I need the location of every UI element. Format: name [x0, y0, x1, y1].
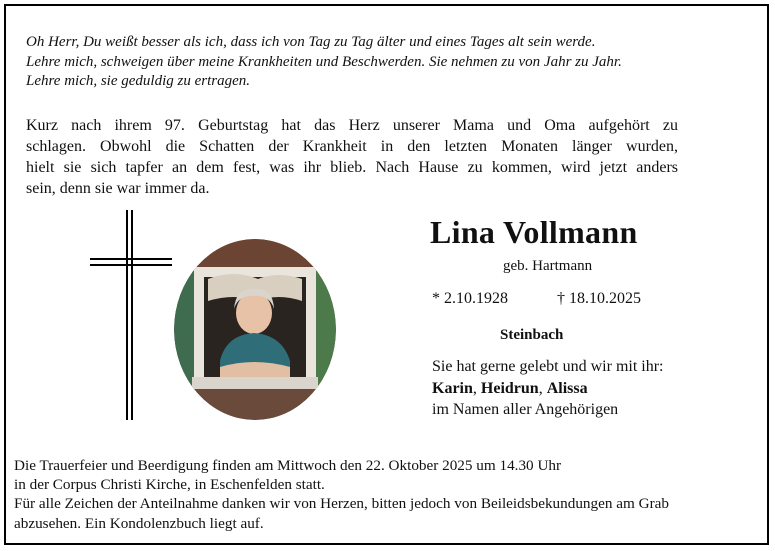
- quote-line: Oh Herr, Du weißt besser als ich, dass ich von Tag zu Tag älter und eines Tages alt sein werde.: [26, 34, 596, 50]
- family-closing: im Namen aller Angehörigen: [432, 401, 619, 418]
- name-separator: ,: [472, 379, 481, 397]
- cross-icon: [90, 210, 174, 420]
- intro-line: hielt sie sich tapfer an dem fest, was ihr blieb. Nach Hause zu kommen, wird jetzt anders: [26, 159, 678, 176]
- quote-line: Lehre mich, schweigen über meine Krankheiten und Beschwerden. Sie nehmen zu von Jahr zu Jahr.: [26, 53, 622, 70]
- family-names: [432, 378, 664, 400]
- footer-line: in der Corpus Christi Kirche, in Eschenfelden statt.: [14, 476, 325, 494]
- family-signature: [432, 356, 664, 421]
- birth-date: * 2.10.1928: [432, 290, 508, 307]
- family-member: Heidrun: [480, 379, 539, 397]
- portrait-photo: [174, 239, 336, 420]
- family-member: Alissa: [546, 379, 588, 397]
- intro-line: Kurz nach ihrem 97. Geburtstag hat das Herz unserer Mama und Oma aufgehört zu: [26, 117, 678, 134]
- intro-text: [26, 115, 678, 199]
- death-date: † 18.10.2025: [557, 290, 641, 307]
- place-name: Steinbach: [500, 327, 564, 343]
- intro-line: sein, denn sie war immer da.: [26, 180, 210, 197]
- footer-line: abzusehen. Ein Kondolenzbuch liegt auf.: [14, 514, 264, 532]
- quote-line: Lehre mich, sie geduldig zu ertragen.: [26, 73, 250, 89]
- deceased-name: Lina Vollmann: [430, 214, 638, 250]
- intro-line: schlagen. Obwohl die Schatten der Krankheit in den letzten Monaten länger wurden,: [26, 138, 678, 155]
- footer-line: Die Trauerfeier und Beerdigung finden am Mittwoch den 22. Oktober 2025 um 14.30 Uhr: [14, 457, 562, 474]
- life-dates: [432, 290, 641, 308]
- maiden-name: geb. Hartmann: [503, 258, 593, 274]
- family-intro: Sie hat gerne gelebt und wir mit ihr:: [432, 358, 664, 375]
- prayer-quote: [26, 33, 726, 92]
- footer-line: Für alle Zeichen der Anteilnahme danken wir von Herzen, bitten jedoch von Beileidsbekundungen am Grab: [14, 495, 669, 513]
- name-separator: ,: [538, 379, 547, 397]
- family-member: Karin: [432, 379, 473, 397]
- funeral-details: [14, 456, 669, 533]
